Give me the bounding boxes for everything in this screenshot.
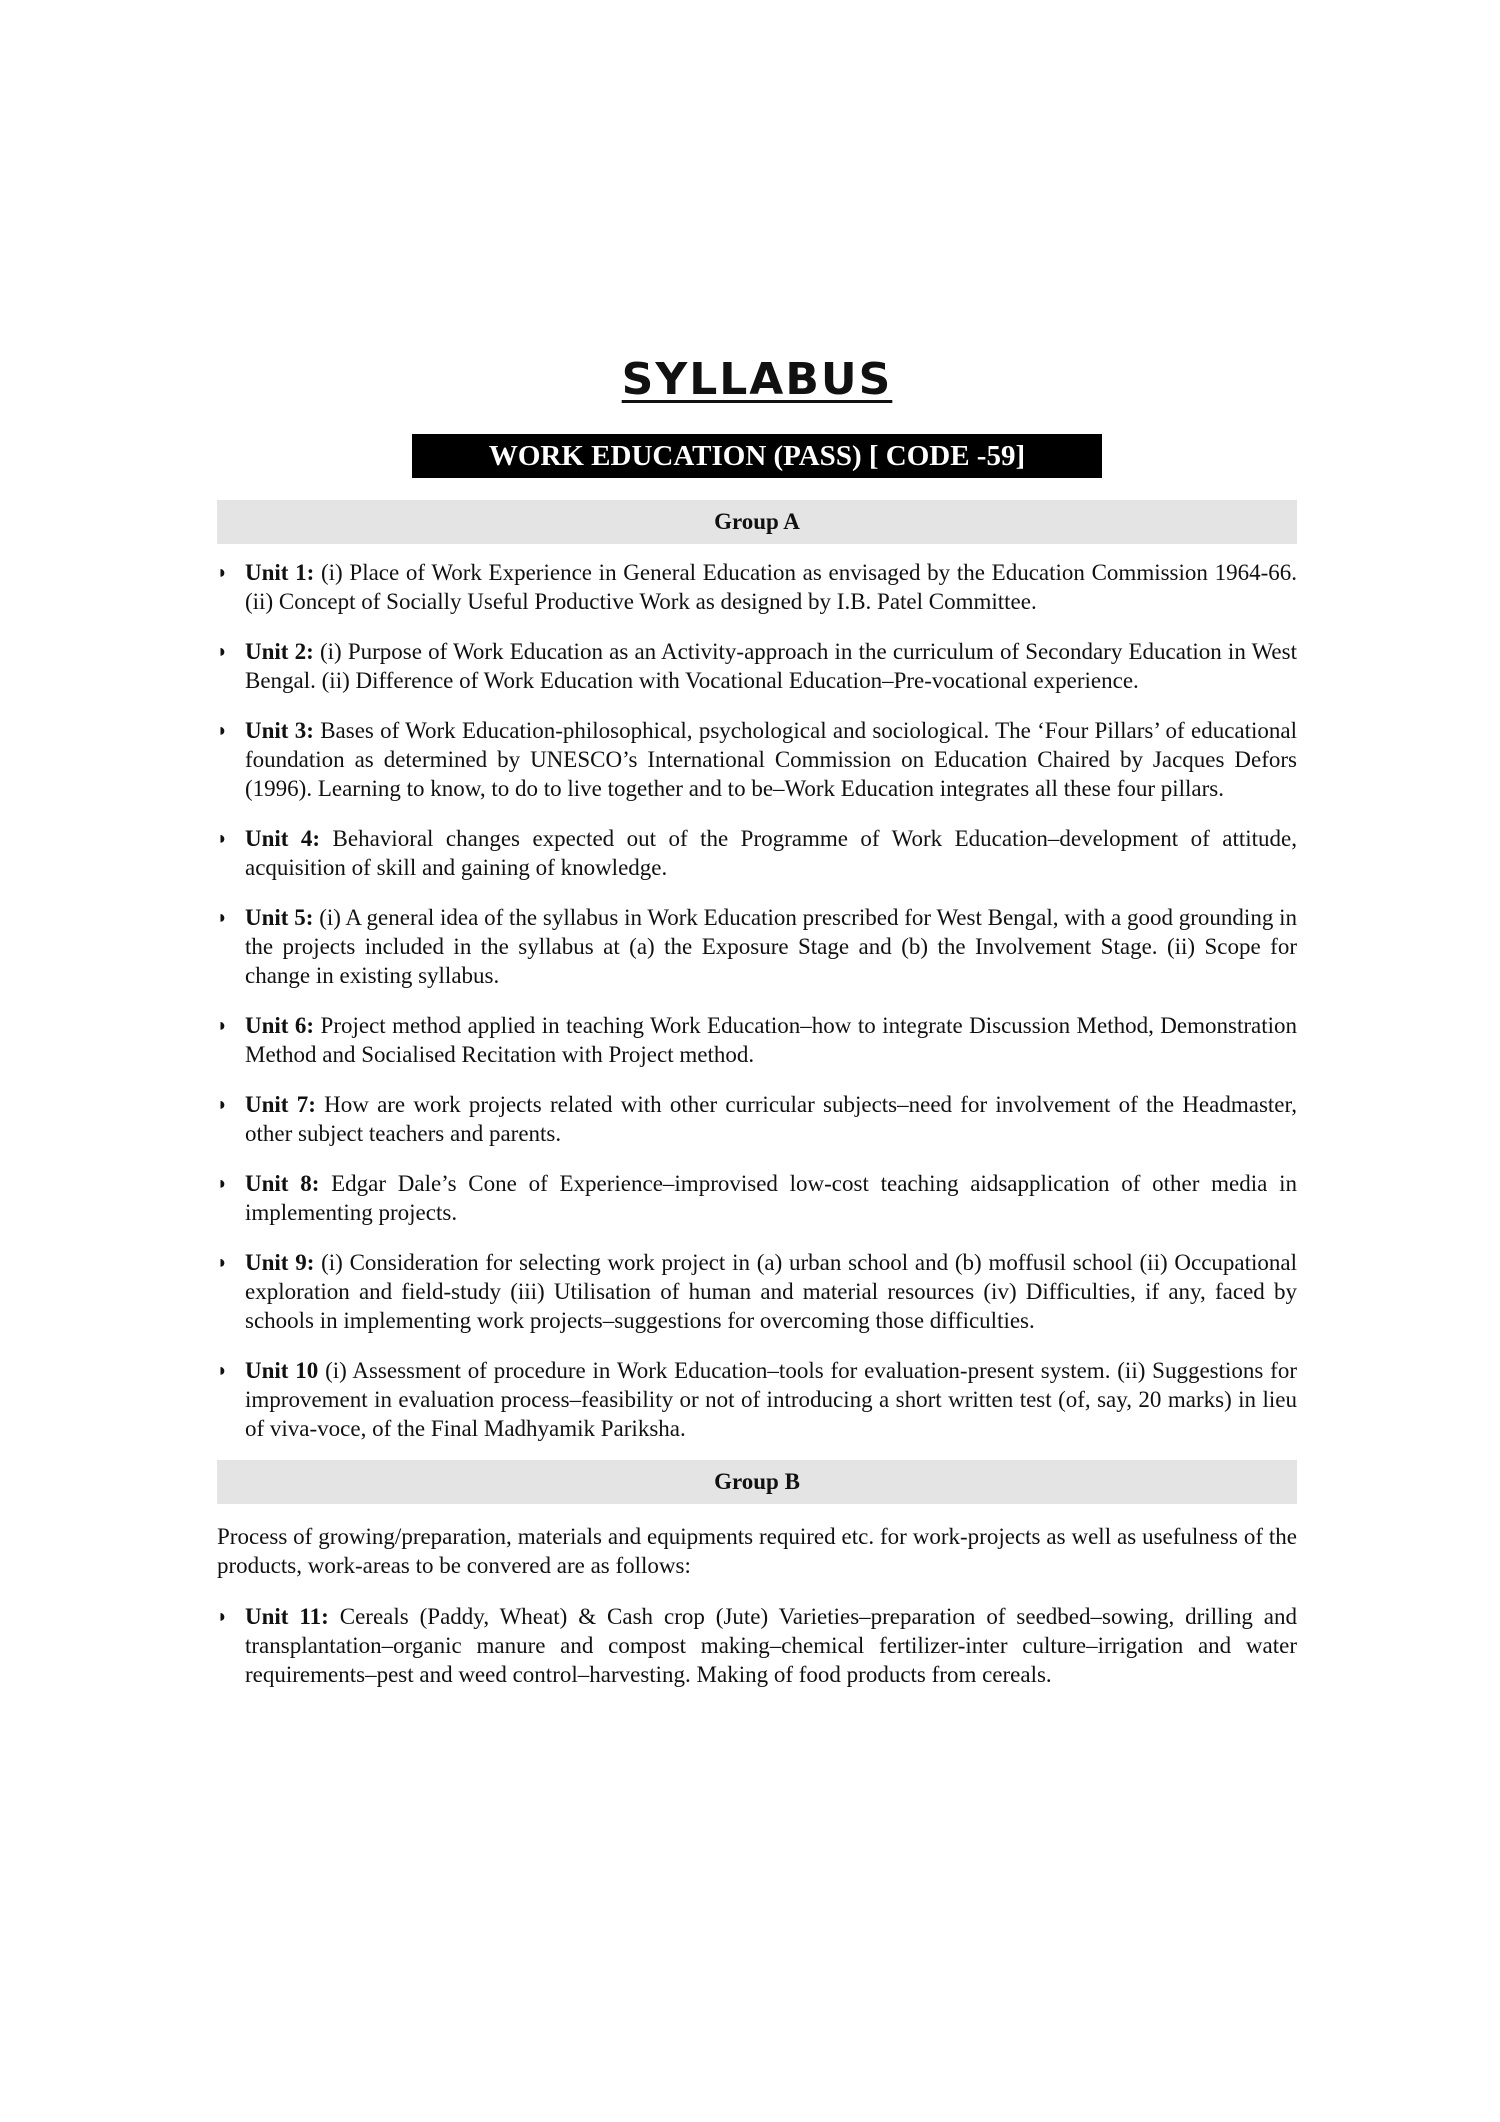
unit-text: Project method applied in teaching Work Education–how to integrate Discussion Method, Demonstration Method and Socialised Recitation with Project method. — [245, 1013, 1297, 1067]
unit-label: Unit 6: — [245, 1013, 315, 1038]
unit-label: Unit 4: — [245, 826, 321, 851]
unit-item — [217, 903, 1297, 990]
unit-label: Unit 9: — [245, 1250, 315, 1275]
unit-item — [217, 824, 1297, 882]
unit-label: Unit 3: — [245, 718, 314, 743]
group-a-heading: Group A — [217, 500, 1297, 544]
unit-text: (i) A general idea of the syllabus in Work Education prescribed for West Bengal, with a good grounding in the projects included in the syllabus at (a) the Exposure Stage and (b) the Involvement Stage. (ii) Scope for change in existing syllabus. — [245, 905, 1297, 988]
unit-item — [217, 1169, 1297, 1227]
bullet-icon: ◗ — [217, 641, 228, 661]
syllabus-page — [217, 350, 1297, 1710]
group-b-intro: Process of growing/preparation, materials and equipments required etc. for work-projects as well as usefulness of the products, work-areas to be convered are as follows: — [217, 1524, 1297, 1578]
unit-label: Unit 2: — [245, 639, 314, 664]
bullet-icon: ◗ — [217, 1094, 228, 1114]
unit-text: (i) Place of Work Experience in General Education as envisaged by the Education Commission 1964-66. (ii) Concept of Socially Useful Productive Work as designed by I.B. Patel Committee. — [245, 560, 1297, 614]
unit-text: (i) Purpose of Work Education as an Activity-approach in the curriculum of Secondary Education in West Bengal. (ii) Difference of Work Education with Vocational Education–Pre-vocational experience. — [245, 639, 1297, 693]
bullet-icon: ◗ — [217, 907, 228, 927]
bullet-icon: ◗ — [217, 1360, 228, 1380]
bullet-icon: ◗ — [217, 1252, 228, 1272]
unit-label: Unit 5: — [245, 905, 314, 930]
group-b-unit-list — [217, 1602, 1297, 1689]
unit-label: Unit 7: — [245, 1092, 316, 1117]
unit-item — [217, 1011, 1297, 1069]
unit-item — [217, 637, 1297, 695]
bullet-icon: ◗ — [217, 1015, 228, 1035]
bullet-icon: ◗ — [217, 562, 228, 582]
subtitle-wrapper — [217, 434, 1297, 478]
unit-item — [217, 558, 1297, 616]
unit-text: (i) Assessment of procedure in Work Education–tools for evaluation-present system. (ii) Suggestions for improvement in evaluation process–feasibility or not of introducing a short written test (of, say, 20 marks) in lieu of viva-voce, of the Final Madhyamik Pariksha. — [245, 1358, 1298, 1441]
unit-text: Cereals (Paddy, Wheat) & Cash crop (Jute) Varieties–preparation of seedbed–sowing, drilling and transplantation–organic manure and compost making–chemical fertilizer-inter culture–irrigation and water requirements–pest and weed control–harvesting. Making of food products from cereals. — [245, 1604, 1298, 1687]
unit-label: Unit 8: — [245, 1171, 320, 1196]
unit-text: How are work projects related with other curricular subjects–need for involvement of the Headmaster, other subject teachers and parents. — [245, 1092, 1297, 1146]
unit-text: (i) Consideration for selecting work project in (a) urban school and (b) moffusil school (ii) Occupational exploration and field-study (iii) Utilisation of human and material resources (iv) Difficulties, if any, faced by schools in implementing work projects–suggestions for overcoming those difficulties. — [245, 1250, 1297, 1333]
unit-item — [217, 1248, 1297, 1335]
unit-text: Behavioral changes expected out of the Programme of Work Education–development of attitude, acquisition of skill and gaining of knowledge. — [245, 826, 1297, 880]
bullet-icon: ◗ — [217, 720, 228, 740]
unit-label: Unit 10 — [245, 1358, 319, 1383]
course-subtitle: WORK EDUCATION (PASS) [ CODE -59] — [412, 434, 1102, 478]
unit-label: Unit 1: — [245, 560, 315, 585]
bullet-icon: ◗ — [217, 828, 228, 848]
unit-item — [217, 716, 1297, 803]
unit-text: Bases of Work Education-philosophical, psychological and sociological. The ‘Four Pillars’ of educational foundation as determined by UNESCO’s International Commission on Education Chaired by Jacques Defors (1996). Learning to know, to do to live together and to be–Work Education integrates all these four pillars. — [245, 718, 1297, 801]
bullet-icon: ◗ — [217, 1606, 228, 1626]
unit-item — [217, 1090, 1297, 1148]
unit-label: Unit 11: — [245, 1604, 329, 1629]
group-b-heading: Group B — [217, 1460, 1297, 1504]
bullet-icon: ◗ — [217, 1173, 228, 1193]
unit-text: Edgar Dale’s Cone of Experience–improvised low-cost teaching aidsapplication of other media in implementing projects. — [245, 1171, 1297, 1225]
group-a-unit-list — [217, 558, 1297, 1443]
unit-item — [217, 1602, 1297, 1689]
page-title: SYLLABUS — [621, 354, 893, 405]
unit-item — [217, 1356, 1297, 1443]
